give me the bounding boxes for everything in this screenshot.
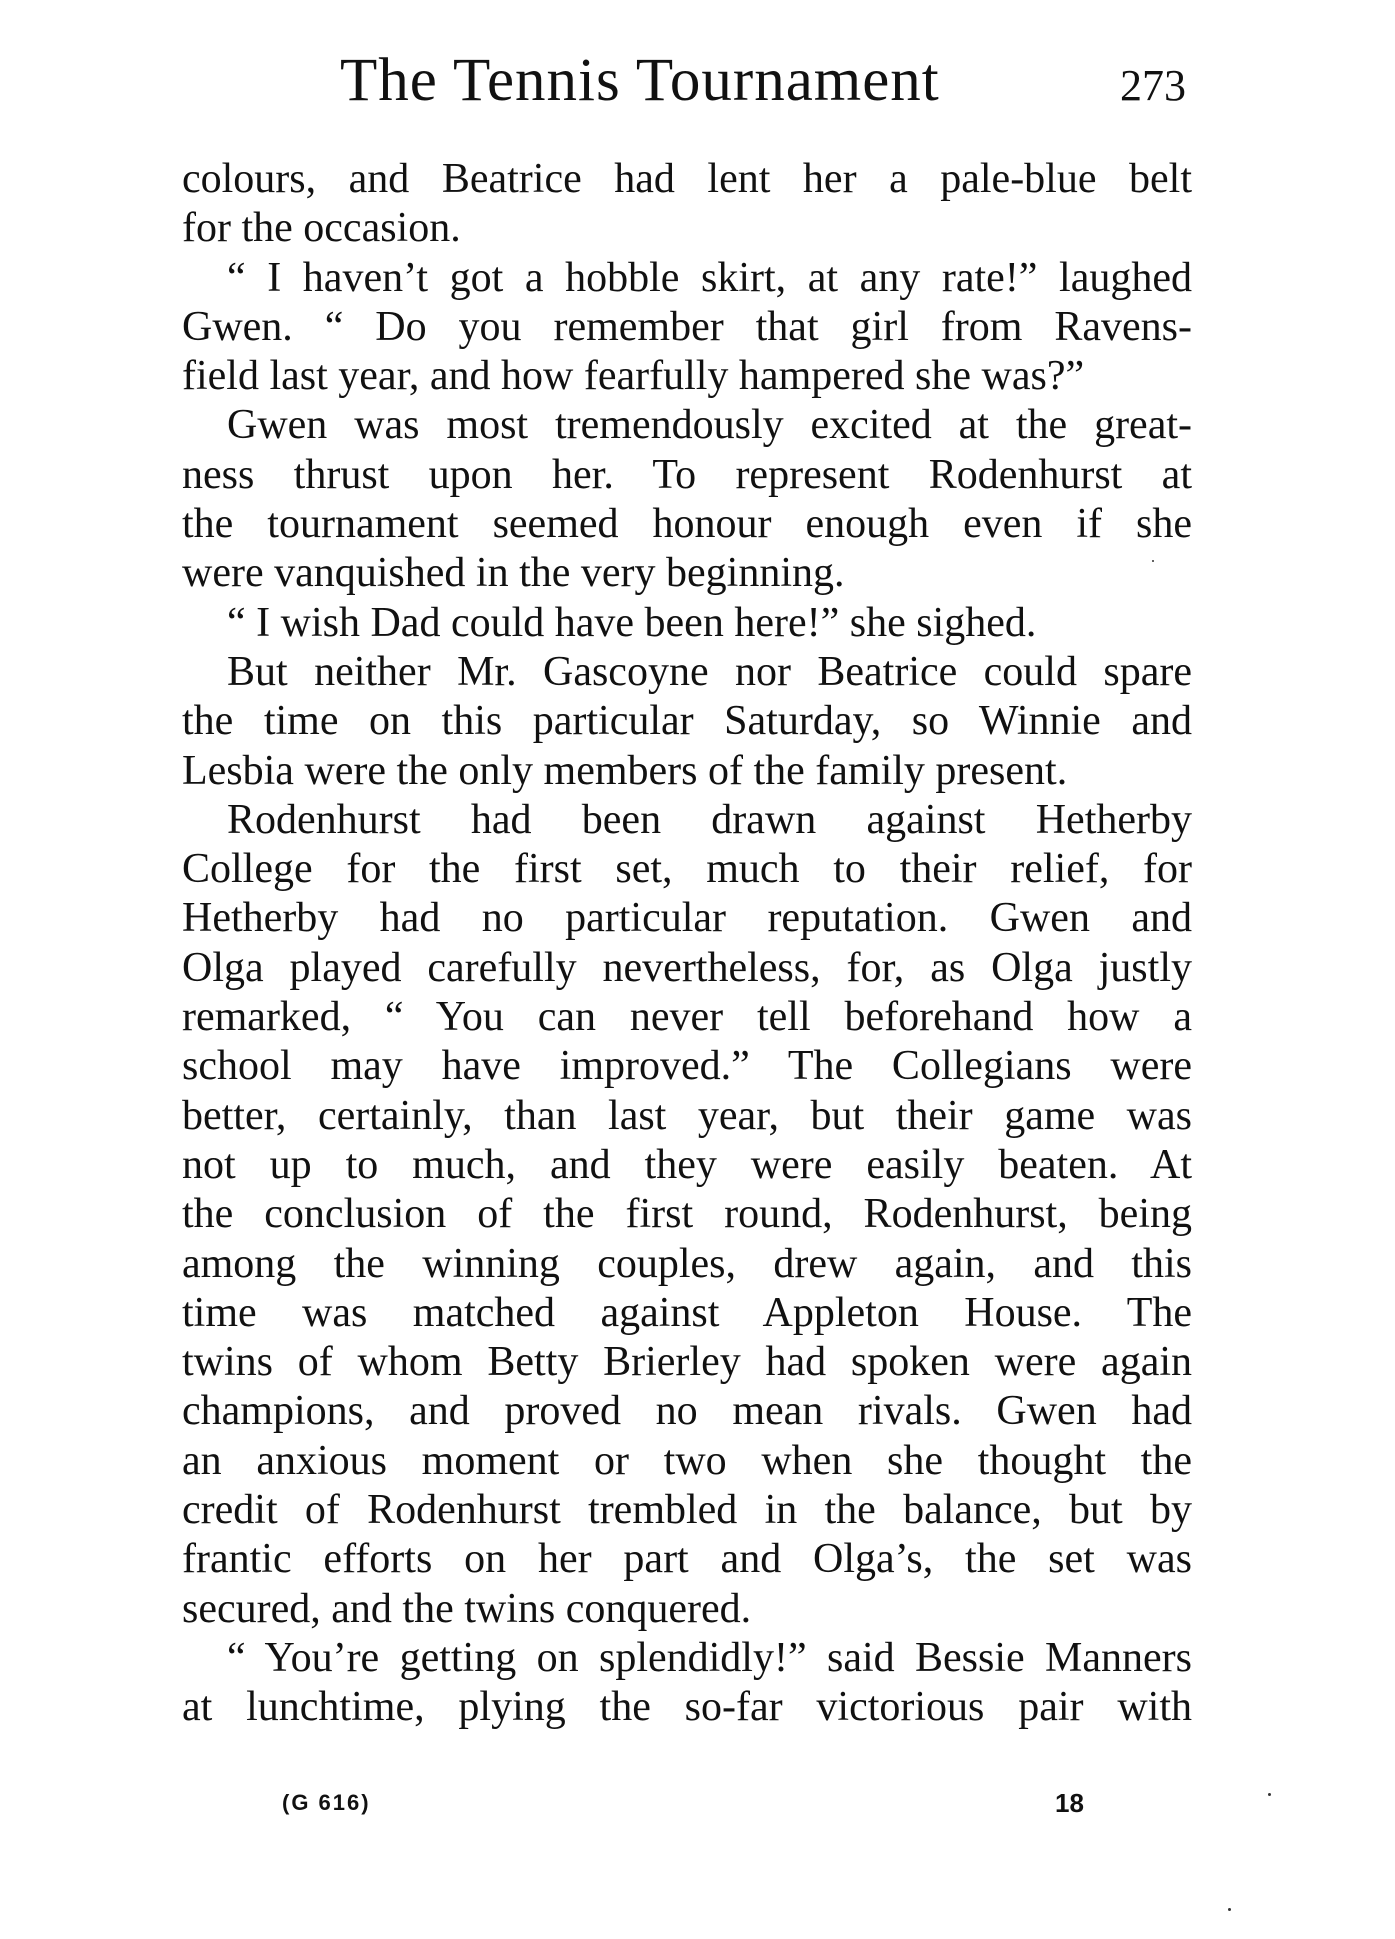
text-line: champions, and proved no mean rivals. Gwen had [182,1388,1192,1435]
page-number: 273 [1120,61,1186,110]
text-line: credit of Rodenhurst trembled in the balance, but by [182,1487,1192,1534]
text-line: not up to much, and they were easily beaten. At [182,1141,1192,1188]
text-line: time was matched against Appleton House. The [182,1289,1192,1336]
text-line: frantic efforts on her part and Olga’s, the set was [182,1536,1192,1583]
print-speck [1268,1793,1271,1796]
text-line: twins of whom Betty Brierley had spoken were again [182,1339,1192,1386]
text-line: field last year, and how fearfully hampered she was?” [182,353,1085,400]
text-line: College for the first set, much to their relief, for [182,846,1192,893]
body-text [182,155,1192,1733]
text-line: at lunchtime, plying the so-far victorious pair with [182,1684,1192,1731]
text-line: were vanquished in the very beginning. [182,550,845,597]
running-head [190,46,1190,136]
text-line: school may have improved.” The Collegians were [182,1043,1192,1090]
text-line: “ You’re getting on splendidly!” said Bessie Manners [227,1634,1192,1681]
text-line: “ I wish Dad could have been here!” she sighed. [227,599,1037,646]
text-line: Gwen was most tremendously excited at the great- [227,402,1192,449]
text-line: Rodenhurst had been drawn against Hetherby [227,796,1192,843]
printer-signature: (G 616) [282,1790,371,1815]
text-line: for the occasion. [182,205,461,252]
page-footer [0,1790,1395,1830]
text-line: colours, and Beatrice had lent her a pale-blue belt [182,156,1192,202]
running-title: The Tennis Tournament [340,47,940,114]
text-line: Gwen. “ Do you remember that girl from Ravens- [182,303,1192,350]
text-line: the time on this particular Saturday, so Winnie and [182,698,1192,745]
text-line: But neither Mr. Gascoyne nor Beatrice could spare [227,648,1192,695]
print-speck [1228,1908,1231,1911]
text-line: among the winning couples, drew again, and this [182,1240,1192,1287]
gathering-number: 18 [1055,1788,1084,1818]
text-line: Hetherby had no particular reputation. Gwen and [182,895,1192,942]
text-line: better, certainly, than last year, but their game was [182,1092,1192,1139]
text-line: Olga played carefully nevertheless, for, as Olga justly [182,944,1192,991]
text-line: the tournament seemed honour enough even if she [182,501,1192,548]
text-line: an anxious moment or two when she thought the [182,1437,1192,1484]
text-line: secured, and the twins conquered. [182,1585,752,1632]
text-line: “ I haven’t got a hobble skirt, at any rate!” laughed [227,254,1192,301]
text-line: ness thrust upon her. To represent Rodenhurst at [182,451,1192,498]
text-line: the conclusion of the first round, Rodenhurst, being [182,1191,1192,1238]
text-line: remarked, “ You can never tell beforehand how a [182,994,1192,1041]
text-line: Lesbia were the only members of the family present. [182,747,1068,794]
print-speck [1152,560,1154,562]
